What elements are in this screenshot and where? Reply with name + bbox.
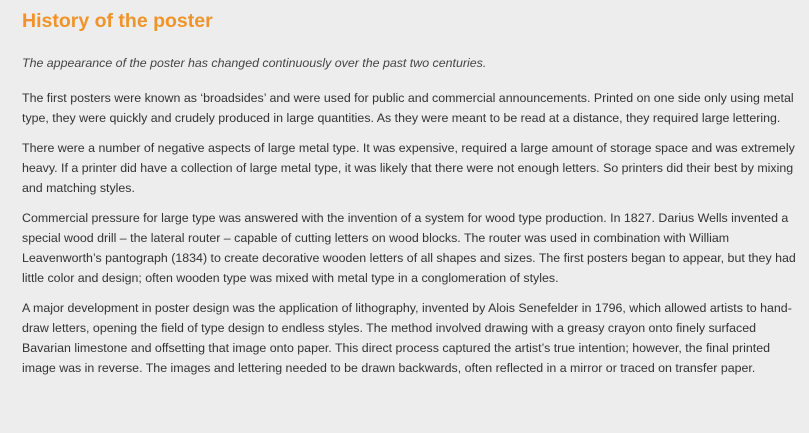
article-paragraph: Commercial pressure for large type was answered with the invention of a system for wood type production. In 1827. Darius Wells invented a special wood drill – the lateral router – capable of cutting letters on wood blocks. The router was used in combination with William Leavenworth’s pantograph (1834) to create decorative wooden letters of all shapes and sizes. The first posters began to appear, but they had little color and design; often wooden type was mixed with metal type in a conglomeration of styles. bbox=[22, 211, 796, 285]
article-lead: The appearance of the poster has changed continuously over the past two centuries. bbox=[22, 56, 487, 70]
article-paragraph: The first posters were known as ‘broadsides’ and were used for public and commercial announcements. Printed on one side only using metal type, they were quickly and crudely produced in large quantities. As they were meant to be read at a distance, they required large lettering. bbox=[22, 91, 794, 125]
article-title: History of the poster bbox=[22, 10, 213, 32]
article-paragraph: A major development in poster design was the application of lithography, invented by Alois Senefelder in 1796, which allowed artists to hand-draw letters, opening the field of type design to endless styles. The method involved drawing with a greasy crayon onto finely surfaced Bavarian limestone and offsetting that image onto paper. This direct process captured the artist’s true intention; however, the final printed image was in reverse. The images and lettering needed to be drawn backwards, often reflected in a mirror or traced on transfer paper. bbox=[22, 301, 792, 375]
article-paragraph: There were a number of negative aspects of large metal type. It was expensive, required a large amount of storage space and was extremely heavy. If a printer did have a collection of large metal type, it was likely that there were not enough letters. So printers did their best by mixing and matching styles. bbox=[22, 141, 795, 195]
